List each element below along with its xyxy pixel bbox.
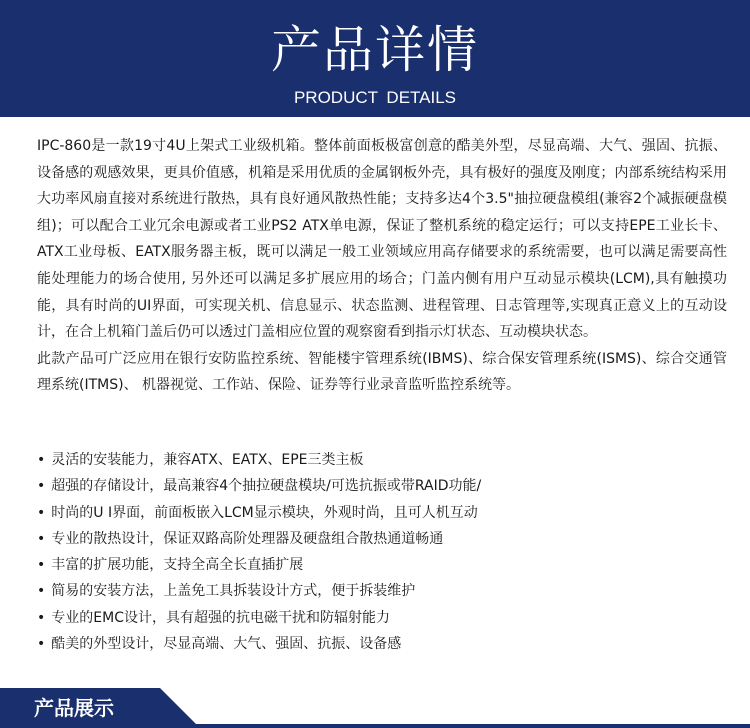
feature-text: 超强的存储设计，最高兼容4个抽拉硬盘模块/可选抗振或带RAID功能/ [51,478,482,495]
feature-text: 丰富的扩展功能，支持全高全长直插扩展 [51,557,304,574]
feature-item [37,552,727,578]
feature-item [37,473,727,499]
page-subtitle: PRODUCT DETAILS [293,88,457,107]
feature-item [37,500,727,526]
feature-text: 专业的EMC设计，具有超强的抗电磁干扰和防辐射能力 [51,609,390,626]
bullet-icon: • [37,609,46,626]
feature-text: 酷美的外型设计，尽显高端、大气、强固、抗振、设备感 [51,636,402,653]
bullet-icon: • [37,583,46,600]
bullet-icon: • [37,452,46,468]
section-header [0,688,750,728]
application-paragraph: 此款产品可广泛应用在银行安防监控系统、智能楼宇管理系统(IBMS)、综合保安管理系统(ISMS)、综合交通管理系统(ITMS)、 机器视觉、工作站、保险、证券等行业录音监听监控系统等。 [37,350,727,394]
page-title: 产品详情 [271,21,479,79]
feature-item [37,605,727,631]
bullet-icon: • [37,478,46,495]
bullet-icon: • [37,504,46,521]
feature-text: 灵活的安装能力，兼容ATX、EATX、EPE三类主板 [51,452,364,468]
description-paragraph: IPC-860是一款19寸4U上架式工业级机箱。整体前面板极富创意的酷美外型，尽显高端、大气、强固、抗振、设备感的观感效果，更具价值感，机箱是采用优质的金属钢板外壳，具有极好的强度及刚度；内部系统结构采用大功率风扇直接对系统进行散热，具有良好通风散热性能；支持多达4个3.5"抽拉硬盘模组(兼容2个减振硬盘模组)；可以配合工业冗余电源或者工业PS2 ATX单电源，保证了整机系统的稳定运行；可以支持EPE工业长卡、ATX工业母板、EATX服务器主板，既可以满足一般工业领域应用高存储要求的系统需要，也可以满足需要高性能处理能力的场合使用, 另外还可以满足多扩展应用的场合；门盖内侧有用户互动显示模块(LCM),具有触摸功能，具有时尚的UI界面，可实现关机、信息显示、状态监测、进程管理、日志管理等,实现真正意义上的互动设计，在合上机箱门盖后仍可以透过门盖相应位置的观察窗看到指示灯状态、互动模块状态。 [37,138,727,341]
feature-list [37,447,727,657]
bullet-icon: • [37,636,46,653]
feature-text: 时尚的U I界面，前面板嵌入LCM显示模块，外观时尚，且可人机互动 [51,504,478,521]
feature-item [37,447,727,473]
feature-text: 简易的安装方法，上盖免工具拆装设计方式，便于拆装维护 [51,583,416,600]
header-banner [0,0,750,117]
bullet-icon: • [37,530,46,547]
feature-text: 专业的散热设计，保证双路高阶处理器及硬盘组合散热通道畅通 [51,530,444,547]
feature-item [37,526,727,552]
feature-item [37,578,727,604]
product-description [37,133,727,399]
feature-item [37,631,727,657]
bullet-icon: • [37,557,46,574]
section-title: 产品展示 [34,696,114,720]
